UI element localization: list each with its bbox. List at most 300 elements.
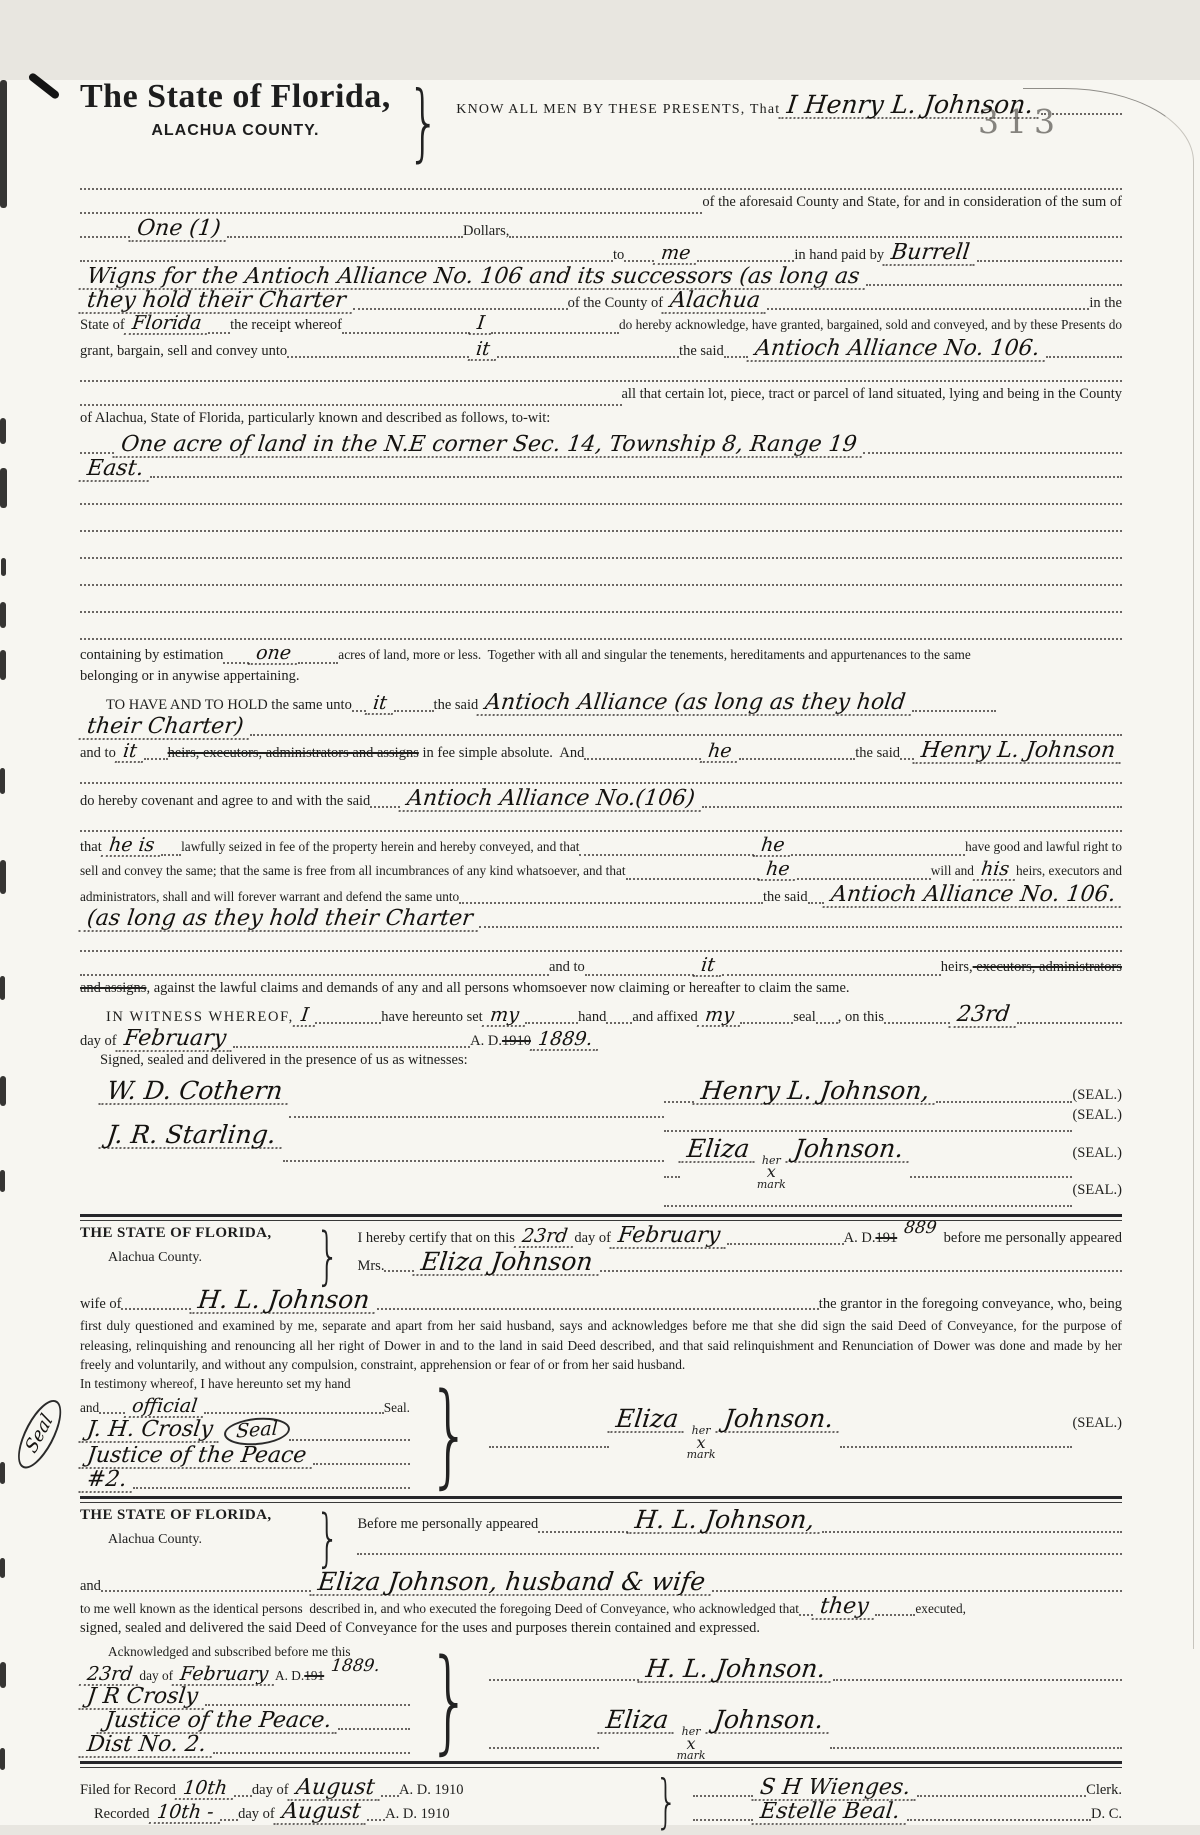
handwritten-text: H. L. Johnson,	[627, 1507, 824, 1534]
section-divider	[80, 1496, 1122, 1503]
seal-label: (SEAL.)	[1072, 1087, 1122, 1103]
handwritten-text: they hold their Charter	[79, 290, 355, 314]
handwritten-text: Johnson.	[785, 1136, 912, 1163]
handwritten-text: Wigns for the Antioch Alliance No. 106 and its successors (as long as	[79, 266, 868, 290]
dotted-line	[220, 1819, 238, 1821]
joint-acknowledgment-section	[80, 1501, 1122, 1767]
handwritten-text: me	[653, 244, 699, 265]
dotted-line	[289, 1116, 663, 1118]
dotted-line	[298, 662, 338, 664]
state-title: THE STATE OF FLORIDA,	[80, 1225, 272, 1242]
acknowledgment-paragraph: first duly questioned and examined by me, separate and apart from her said husband, says and acknowledges before me that she did sign the said Deed of Conveyance, for the purpose of releasing, relinquishing and renouncing all her right of Dower in and to the land in said Deed described, and that said relinquishment and Renunciation of Dower was done and made by her freely and voluntarily, and without any compulsion, constraint, apprehension or fear of or from her said husband.	[80, 1318, 1122, 1372]
form-line	[357, 1218, 1122, 1249]
printed-text: A. D.	[275, 1668, 305, 1684]
section-heading	[80, 1501, 1122, 1575]
dotted-line	[234, 1795, 252, 1797]
form-line	[80, 1445, 410, 1469]
handwritten-text: Antioch Alliance (as long as they hold	[477, 692, 914, 716]
dotted-line	[80, 503, 1122, 505]
dotted-line	[791, 854, 965, 856]
dotted-line	[80, 260, 613, 262]
dotted-line	[907, 1819, 1091, 1821]
handwritten-text: Justice of the Peace.	[97, 1710, 340, 1734]
form-line	[80, 716, 1122, 740]
printed-text: the receipt whereof	[230, 317, 342, 333]
handwritten-text: Estelle Beal.	[751, 1801, 908, 1825]
dotted-line	[489, 1747, 599, 1749]
printed-text: and to	[80, 745, 116, 761]
seal-label: (SEAL.)	[1072, 1415, 1122, 1432]
margin-seal	[9, 1394, 71, 1475]
form-line	[80, 932, 1122, 956]
signature-line	[693, 1801, 1122, 1825]
signature-line	[489, 1705, 1122, 1763]
dotted-line	[80, 530, 1122, 532]
printed-text: Dollars,	[463, 223, 510, 239]
printed-text: and	[80, 1400, 100, 1416]
dotted-line	[338, 1728, 410, 1730]
scan-artifact	[0, 1076, 6, 1106]
handwritten-text: he is	[100, 836, 162, 857]
dotted-line	[370, 806, 400, 808]
certification-lines	[357, 1507, 1122, 1559]
printed-text: A. D. 1910	[385, 1806, 450, 1823]
handwritten-text: August	[273, 1801, 368, 1825]
printed-text: the said	[433, 697, 479, 713]
printed-text: A. D.	[843, 1230, 876, 1247]
handwritten-text: I	[293, 1006, 317, 1027]
form-line	[80, 1620, 1122, 1644]
handwritten-text: February	[609, 1225, 728, 1249]
dotted-line	[80, 212, 702, 214]
handwritten-seal: Seal	[10, 1392, 70, 1476]
dotted-line	[384, 1270, 414, 1272]
filing-signatures	[693, 1777, 1122, 1825]
handwritten-text: W. D. Cothern	[98, 1078, 291, 1105]
form-line	[80, 338, 1122, 362]
printed-text: have hereunto set	[381, 1009, 483, 1025]
form-line	[357, 1249, 1122, 1276]
printed-text-struck: 191	[304, 1668, 325, 1684]
printed-text: all that certain lot, piece, tract or parcel of land situated, lying and being in the County	[621, 386, 1122, 402]
printed-text: KNOW ALL MEN BY THESE PRESENTS, That	[456, 102, 781, 117]
handwritten-text: H. L. Johnson	[190, 1287, 379, 1314]
printed-text: day of	[238, 1806, 275, 1823]
scan-artifact	[0, 650, 6, 680]
dotted-line	[538, 1531, 628, 1533]
handwritten-text: official	[124, 1397, 206, 1418]
handwritten-text: x	[686, 1733, 696, 1753]
dotted-line	[342, 332, 470, 334]
page-number: 313	[978, 102, 1062, 141]
filing-footer	[80, 1767, 1122, 1835]
printed-text: A. D. 1910	[399, 1782, 464, 1799]
form-line	[80, 482, 1122, 509]
dotted-line	[491, 332, 619, 334]
printed-text: signed, sealed and delivered the said Deed of Conveyance for the uses and purposes therein contained and expressed.	[80, 1620, 761, 1637]
handwritten-text: 23rd	[79, 1665, 141, 1686]
handwritten-text: her	[691, 1424, 711, 1438]
printed-text: hand	[578, 1009, 607, 1025]
dotted-line	[80, 950, 1122, 952]
printed-text: Recorded	[94, 1806, 150, 1823]
handwritten-text: (as long as they hold their Charter	[79, 908, 481, 932]
printed-text: day of	[80, 1033, 117, 1049]
form-line	[80, 458, 1122, 482]
dotted-line	[525, 1022, 578, 1024]
dotted-line	[289, 1439, 410, 1441]
scan-artifact	[1, 558, 6, 576]
handwritten-text: One acre of land in the N.E corner Sec. 14, Township 8, Range 19	[113, 434, 865, 458]
dotted-line	[150, 476, 1122, 478]
printed-text: the said	[855, 745, 900, 761]
scan-artifact	[0, 768, 5, 794]
handwritten-text: 1889.	[530, 1030, 601, 1051]
form-line	[80, 314, 1122, 338]
dotted-line	[80, 611, 1122, 613]
brace: }	[315, 1501, 340, 1575]
handwritten-text: x	[766, 1162, 776, 1182]
handwritten-text: I Henry L. Johnson.	[779, 92, 1043, 119]
printed-text: day of	[574, 1230, 611, 1247]
printed-text-struck: 1910	[501, 1033, 531, 1049]
dotted-line	[204, 1412, 383, 1414]
jurisdiction-block	[80, 1507, 298, 1548]
dotted-line	[233, 1046, 471, 1048]
form-line	[80, 1028, 1122, 1052]
scan-artifact	[0, 1662, 6, 1688]
deputy-clerk-label: D. C.	[1090, 1806, 1122, 1823]
printed-text: A. D.	[470, 1033, 502, 1049]
dotted-line	[740, 1022, 793, 1024]
printed-text: containing by estimation	[80, 647, 224, 663]
form-line	[80, 1686, 410, 1710]
printed-text: Before me personally appeared	[357, 1516, 539, 1533]
dotted-line	[722, 974, 941, 976]
form-line	[357, 1507, 1122, 1537]
printed-text: day of	[251, 1782, 289, 1799]
printed-text: Seal.	[383, 1400, 410, 1416]
seal-label: (SEAL.)	[1072, 1145, 1122, 1161]
section-divider	[80, 1214, 1122, 1221]
printed-text: seal	[793, 1009, 816, 1025]
handwritten-text: it	[365, 694, 395, 715]
deed-page	[0, 73, 1200, 1835]
dotted-line	[697, 260, 794, 262]
scan-artifact	[0, 418, 6, 444]
form-line	[80, 812, 1122, 836]
dotted-line	[664, 1101, 694, 1103]
witness-column	[80, 1078, 664, 1211]
handwritten-text: #2.	[79, 1469, 135, 1493]
handwritten-text: H. L. Johnson.	[638, 1656, 835, 1683]
printed-text: belonging or in anywise appertaining.	[80, 668, 300, 684]
handwritten-text: his	[973, 860, 1018, 881]
dotted-line	[808, 902, 824, 904]
handwritten-text: Alachua	[662, 290, 769, 314]
handwritten-text: Eliza Johnson	[413, 1249, 602, 1276]
printed-text: administrators, shall and will forever warrant and defend the same unto	[80, 889, 460, 904]
scan-artifact	[0, 602, 6, 628]
printed-text: of the County of	[567, 295, 664, 311]
brace: }	[427, 1369, 472, 1500]
handwritten-text: Antioch Alliance No. 106.	[746, 338, 1047, 362]
county-title: Alachua County.	[108, 1250, 202, 1266]
printed-text: executed,	[915, 1601, 966, 1617]
handwritten-text: 23rd	[514, 1227, 576, 1248]
signature-block	[80, 1078, 1122, 1211]
printed-text: IN WITNESS WHEREOF,	[106, 1009, 294, 1025]
form-line	[80, 1287, 1122, 1314]
form-line	[80, 644, 1122, 668]
printed-text-struck: 191	[875, 1230, 898, 1247]
scan-artifact	[0, 976, 5, 1000]
handwritten-text: Eliza	[678, 1136, 758, 1163]
handwritten-text: her	[761, 1154, 781, 1167]
form-line	[80, 1596, 1122, 1620]
printed-text: , against the lawful claims and demands of any and all persons whomsoever now claiming or hereafter to claim the same.	[146, 980, 850, 996]
signature-column	[489, 1376, 1122, 1462]
dotted-line	[161, 854, 181, 856]
printed-text: lawfully seized in fee of the property herein and hereby conveyed, and that	[181, 839, 580, 854]
form-line	[80, 668, 1122, 692]
dotted-line	[724, 356, 748, 358]
handwritten-text: 1889.	[330, 1656, 382, 1677]
county-title: Alachua County.	[108, 1532, 202, 1548]
printed-text: State of	[80, 317, 125, 333]
dotted-line	[287, 356, 469, 358]
dotted-line	[712, 1590, 1122, 1592]
printed-text: In testimony whereof, I have hereunto set my hand	[80, 1376, 351, 1392]
form-line	[80, 740, 1122, 764]
dotted-line	[579, 854, 753, 856]
dotted-line	[80, 236, 130, 238]
printed-text: Acknowledged and subscribed before me this	[108, 1644, 351, 1660]
form-line	[80, 266, 1122, 290]
dotted-line	[283, 1160, 664, 1162]
dotted-line	[80, 638, 1122, 640]
handwritten-text: Justice of the Peace	[79, 1445, 315, 1469]
dotted-line	[208, 332, 230, 334]
form-line	[80, 617, 1122, 644]
printed-text: to	[612, 247, 625, 263]
form-line	[80, 386, 1122, 410]
form-line	[80, 836, 1122, 860]
form-line	[80, 956, 1122, 980]
printed-text-struck: and assigns	[80, 980, 147, 996]
handwritten-text: it	[115, 742, 145, 763]
handwritten-text: 23rd	[948, 1004, 1018, 1028]
dotted-line	[80, 830, 1122, 832]
section-divider	[80, 1761, 1122, 1768]
scan-artifact	[0, 1558, 5, 1578]
handwritten-text: he	[700, 742, 740, 763]
dower-acknowledgment-section	[21, 1218, 1122, 1500]
state-title: The State of Florida,	[80, 78, 391, 115]
dotted-line	[585, 974, 694, 976]
dotted-line	[367, 1819, 385, 1821]
justice-block	[80, 1376, 410, 1493]
signature-line	[489, 1656, 1122, 1685]
scan-artifact	[0, 860, 6, 894]
dotted-line	[133, 1487, 410, 1489]
dotted-line	[459, 902, 763, 904]
dotted-line	[606, 1022, 632, 1024]
printed-text: in hand paid by	[794, 247, 885, 263]
handwritten-seal: Seal	[223, 1416, 290, 1448]
dotted-line	[816, 1022, 838, 1024]
dotted-line	[822, 1531, 1122, 1533]
her-x-mark	[686, 1424, 716, 1462]
form-line	[80, 1469, 410, 1493]
form-line	[80, 884, 1122, 908]
dotted-line	[600, 1270, 1122, 1272]
dotted-line	[315, 1022, 381, 1024]
form-line	[80, 764, 1122, 788]
her-x-mark	[757, 1156, 786, 1189]
handwritten-text: February	[172, 1665, 277, 1686]
witness-signature	[100, 1122, 664, 1166]
certification-lines	[357, 1218, 1122, 1277]
signature-column	[489, 1644, 1122, 1763]
form-line	[80, 692, 1122, 716]
dotted-line	[394, 710, 434, 712]
witness-signature	[100, 1078, 664, 1122]
dotted-line	[912, 710, 996, 712]
printed-text: to me well known as the identical persons described in, and who executed the foregoing Deed of Conveyance, who acknowledged that	[80, 1601, 799, 1617]
dotted-line	[227, 236, 463, 238]
dotted-line	[917, 1795, 1086, 1797]
handwritten-text: J. H. Crosly	[79, 1419, 222, 1443]
handwritten-text: Eliza	[598, 1707, 678, 1734]
dotted-line	[739, 758, 856, 760]
form-line	[80, 509, 1122, 536]
form-line	[80, 590, 1122, 617]
deed-body	[80, 170, 1122, 1076]
dotted-line	[489, 1679, 639, 1681]
brace: }	[427, 1636, 472, 1767]
printed-text: the grantor in the foregoing conveyance, who, being	[818, 1296, 1122, 1313]
dotted-line	[381, 1795, 399, 1797]
scan-artifact	[0, 468, 7, 508]
jurisdiction-block	[80, 80, 391, 140]
seal-label: (SEAL.)	[1072, 1107, 1122, 1123]
printed-text: , on this	[837, 1009, 885, 1025]
form-line	[80, 170, 1122, 194]
dotted-line	[377, 1308, 819, 1310]
printed-text: heirs,	[940, 959, 973, 975]
form-line	[80, 194, 1122, 218]
printed-text: in the	[1089, 295, 1122, 311]
section-heading	[80, 1218, 1122, 1293]
handwritten-text: mark	[756, 1177, 786, 1191]
printed-text: the said	[679, 343, 724, 359]
printed-text: and affixed	[632, 1009, 698, 1025]
dotted-line	[80, 557, 1122, 559]
form-line	[357, 1537, 1122, 1559]
dotted-line	[80, 380, 1122, 382]
printed-text: before me personally appeared	[943, 1230, 1122, 1247]
handwritten-text: my	[481, 1006, 526, 1027]
filing-dates	[80, 1777, 640, 1825]
handwritten-text: East.	[79, 458, 152, 482]
dotted-line	[357, 1553, 1122, 1555]
printed-text: of Alachua, State of Florida, particularly known and described as follows, to-wit:	[80, 410, 551, 426]
dotted-line	[223, 662, 249, 664]
printed-text: grant, bargain, sell and convey unto	[80, 343, 288, 359]
handwritten-text: x	[696, 1432, 706, 1452]
form-line	[80, 536, 1122, 563]
dotted-line	[213, 1752, 410, 1754]
seal-label: (SEAL.)	[1072, 1182, 1122, 1199]
dotted-line	[489, 1446, 609, 1448]
handwritten-text: mark	[686, 1448, 716, 1462]
form-line	[80, 1734, 410, 1758]
dotted-line	[80, 404, 622, 406]
printed-text-struck: heirs, executors, administrators and assigns	[167, 745, 419, 761]
handwritten-text: Eliza Johnson, husband & wife	[309, 1569, 713, 1596]
printed-text: Signed, sealed and delivered in the presence of us as witnesses:	[100, 1052, 468, 1068]
handwritten-text: Antioch Alliance No. 106.	[822, 884, 1123, 908]
dotted-line	[80, 782, 1122, 784]
form-line	[80, 788, 1122, 812]
form-line	[80, 1710, 410, 1734]
dotted-line	[80, 188, 1122, 190]
brace: }	[406, 73, 441, 171]
signature-line	[693, 1777, 1122, 1801]
form-line	[80, 290, 1122, 314]
dotted-line	[584, 758, 701, 760]
form-line	[80, 1004, 1122, 1028]
jurisdiction-block	[80, 1225, 298, 1266]
printed-text: in fee simple absolute. And	[418, 745, 585, 761]
document-header	[80, 73, 1122, 171]
her-x-mark	[676, 1725, 706, 1763]
signature-line	[489, 1404, 1122, 1462]
form-line	[80, 434, 1122, 458]
dotted-line	[693, 1795, 753, 1797]
handwritten-text: Eliza	[608, 1406, 688, 1433]
printed-text: day of	[139, 1668, 174, 1684]
form-line	[456, 92, 1122, 119]
handwritten-text: J R Crosly	[79, 1686, 207, 1710]
dotted-line	[797, 878, 931, 880]
testimony-row	[80, 1369, 1122, 1500]
dotted-line	[121, 1308, 191, 1310]
dotted-line	[884, 1022, 950, 1024]
handwritten-text: S H Wienges.	[751, 1777, 918, 1801]
form-line	[80, 860, 1122, 884]
printed-text: and to	[548, 959, 585, 975]
handwritten-text: Henry L. Johnson	[913, 740, 1124, 764]
handwritten-text: they	[811, 1596, 876, 1620]
handwritten-text: her	[681, 1725, 701, 1739]
handwritten-text: mark	[676, 1749, 706, 1763]
handwritten-text: it	[468, 340, 498, 361]
form-line	[80, 1777, 640, 1801]
handwritten-text: February	[115, 1028, 234, 1052]
dotted-line	[833, 1679, 1122, 1681]
dotted-line	[693, 1819, 753, 1821]
form-line	[80, 980, 1122, 1004]
handwritten-text: August	[287, 1777, 382, 1801]
handwritten-text: it	[693, 956, 723, 977]
handwritten-text: one	[248, 644, 300, 665]
printed-text: wife of	[80, 1296, 122, 1313]
dotted-line	[352, 710, 366, 712]
dotted-line	[664, 1176, 680, 1178]
dotted-line	[205, 1704, 410, 1706]
